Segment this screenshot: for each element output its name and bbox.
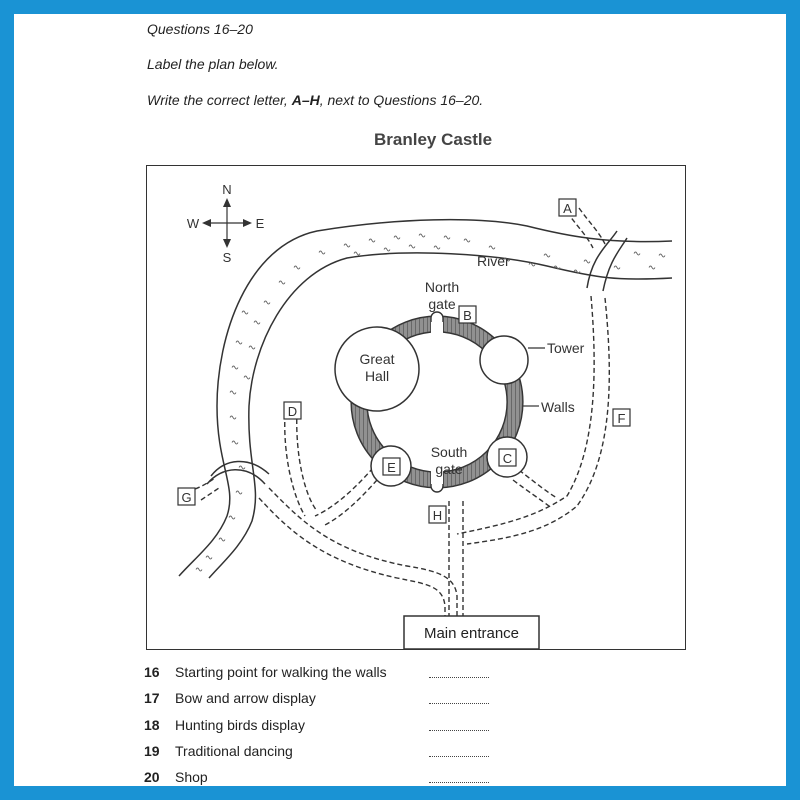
letter-a-text: A [563,201,572,216]
answer-blank[interactable] [429,677,489,678]
answer-blank[interactable] [429,782,489,783]
letter-d-text: D [287,404,298,419]
letter-g [178,488,195,505]
question-text: Shop [175,769,208,785]
letter-c [499,449,516,466]
letter-f-text: F [617,411,626,426]
question-number: 16 [144,664,160,680]
compass-south: S [222,250,232,265]
question-text: Traditional dancing [175,743,293,759]
question-number: 20 [144,769,160,785]
compass-east: E [255,216,265,231]
instruction-write-letter [147,92,483,108]
letter-b-text: B [463,308,472,323]
instruction-label-plan: Label the plan below. [147,56,279,72]
path-e [315,468,373,516]
letter-c-text: C [502,451,513,466]
letter-e [383,458,400,475]
river-label: River [477,253,510,269]
path-c [519,470,557,498]
exam-page [14,14,786,786]
compass-north: N [222,182,232,197]
north-gate-label-2: gate [428,296,456,312]
great-hall-label-1: Great [359,351,395,367]
main-entrance-label: Main entrance [423,625,520,642]
compass-rose [187,182,265,265]
castle-plan-frame [146,165,686,650]
river [179,220,672,578]
question-text: Bow and arrow display [175,690,316,706]
main-entrance [404,616,539,649]
answer-blank[interactable] [429,703,489,704]
castle-plan [147,166,685,649]
bridge-west [207,461,269,484]
instruction-part-1: Write the correct letter, [147,92,292,108]
north-gate-label-1: North [424,279,460,295]
question-number: 19 [144,743,160,759]
answer-blank[interactable] [429,730,489,731]
letter-f [613,409,630,426]
river-outer-bank [179,220,672,576]
path-d [297,411,317,511]
compass-west: W [186,216,200,231]
instruction-part-2: , next to Questions 16–20. [319,92,484,108]
letter-h [429,506,446,523]
letter-e-text: E [387,460,396,475]
letter-h-text: H [432,508,443,523]
questions-heading: Questions 16–20 [147,21,253,37]
letter-g-text: G [181,490,192,505]
instruction-letter-range: A–H [291,92,320,108]
tower-label: Tower [547,340,585,356]
path-a-to-bridge [567,212,593,248]
walls-label: Walls [541,399,575,415]
question-text: Starting point for walking the walls [175,664,387,680]
question-number: 18 [144,717,160,733]
tower [480,336,528,384]
letter-a [559,199,576,216]
letter-d [284,402,301,419]
south-gate-label-1: South [430,444,468,460]
question-text: Hunting birds display [175,717,305,733]
south-gate-label-2: gate [435,461,463,477]
great-hall-label-2: Hall [364,368,390,384]
letter-b [459,306,476,323]
question-number: 17 [144,690,160,706]
plan-title: Branley Castle [374,130,493,149]
answer-blank[interactable] [429,756,489,757]
path-g [195,478,215,489]
